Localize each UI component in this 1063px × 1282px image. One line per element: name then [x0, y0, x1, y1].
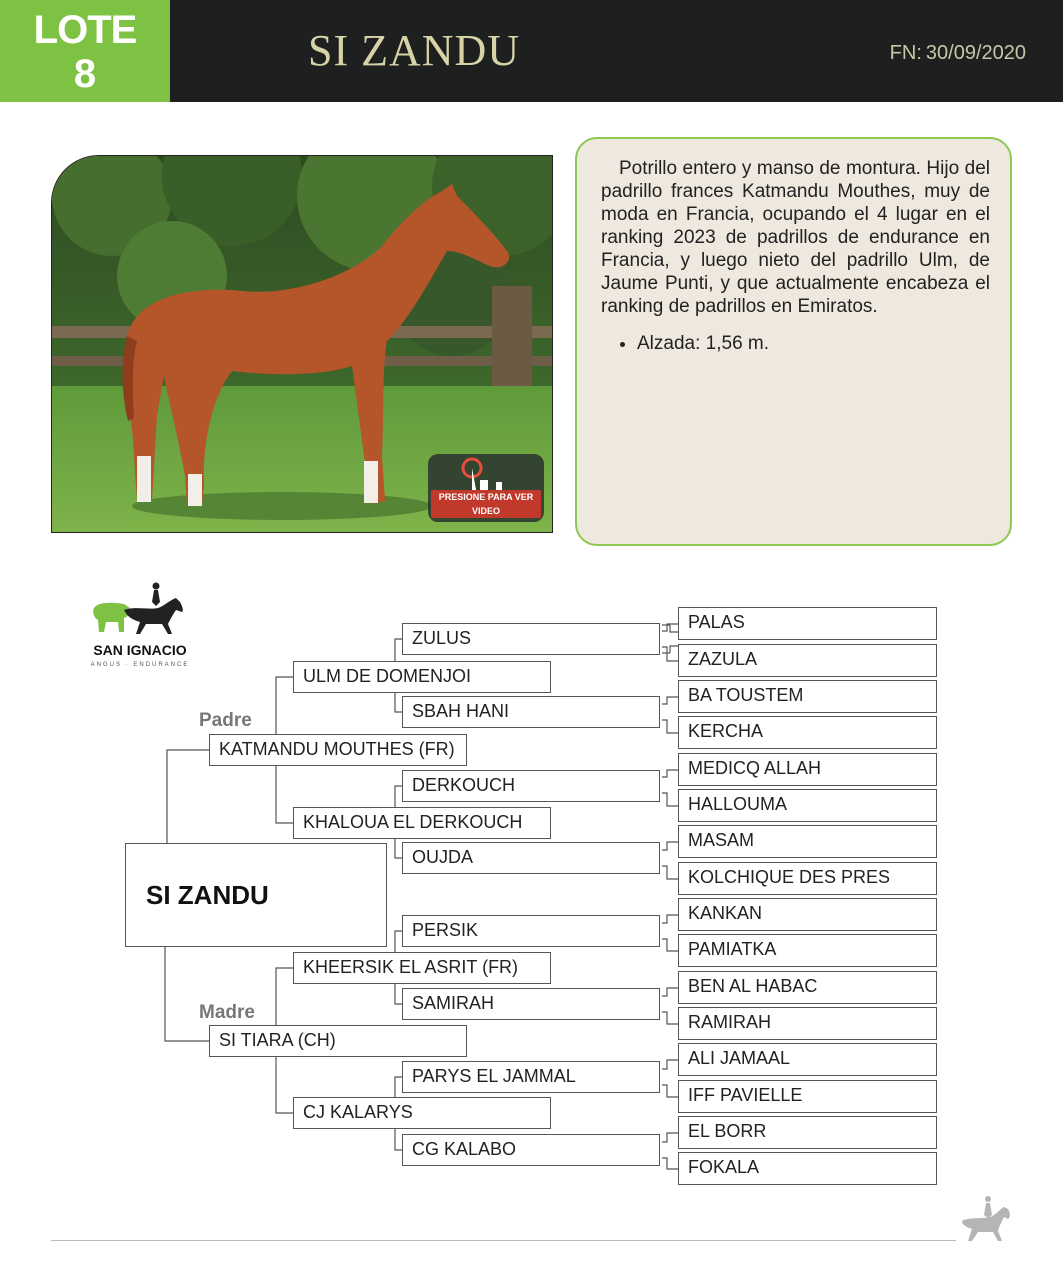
ggp-brackets	[662, 624, 679, 1169]
lote-label: LOTE	[33, 8, 137, 52]
ggg-parent-box: PAMIATKA	[678, 934, 937, 967]
fn-label: FN:	[889, 42, 922, 64]
grandparent-box: CJ KALARYS	[293, 1097, 551, 1129]
logo-subtitle: ANGUS · ENDURANCE	[90, 662, 190, 668]
great-grandparent-box: ZULUS	[402, 623, 660, 655]
ggg-parent-box: HALLOUMA	[678, 789, 937, 822]
great-grandparent-box: SBAH HANI	[402, 696, 660, 728]
great-grandparent-box: PARYS EL JAMMAL	[402, 1061, 660, 1093]
sire-box: KATMANDU MOUTHES (FR)	[209, 734, 467, 766]
ggg-parent-box: PALAS	[678, 607, 937, 640]
padre-label: Padre	[199, 710, 252, 731]
horse-rider-icon	[958, 1195, 1014, 1243]
ggg-parent-box: FOKALA	[678, 1152, 937, 1185]
fn-date: 30/09/2020	[925, 42, 1026, 64]
grandparent-box: ULM DE DOMENJOI	[293, 661, 551, 693]
video-button-label: PRESIONE PARA VER VIDEO	[431, 490, 541, 518]
dam-box: SI TIARA (CH)	[209, 1025, 467, 1057]
great-grandparent-box: PERSIK	[402, 915, 660, 947]
pedigree-subject: SI ZANDU	[125, 843, 387, 947]
ggg-parent-box: RAMIRAH	[678, 1007, 937, 1040]
ggg-parent-box: ALI JAMAAL	[678, 1043, 937, 1076]
ggg-parent-box: MASAM	[678, 825, 937, 858]
ggg-parent-box: KANKAN	[678, 898, 937, 931]
bullet-item: • Alzada: 1,56 m.	[637, 332, 990, 355]
great-grandparent-box: DERKOUCH	[402, 770, 660, 802]
great-grandparent-box: CG KALABO	[402, 1134, 660, 1166]
footer-divider	[51, 1240, 956, 1241]
great-grandparent-box: OUJDA	[402, 842, 660, 874]
lote-number: 8	[73, 52, 97, 96]
logo-name: SAN IGNACIO	[93, 642, 187, 658]
grandparent-box: KHALOUA EL DERKOUCH	[293, 807, 551, 839]
ggg-parent-box: BEN AL HABAC	[678, 971, 937, 1004]
horse-name-title: SI ZANDU	[308, 26, 521, 75]
great-grandparent-box: SAMIRAH	[402, 988, 660, 1020]
ggg-parent-box: BA TOUSTEM	[678, 680, 937, 713]
ggg-parent-box: MEDICQ ALLAH	[678, 753, 937, 786]
description-text: Potrillo entero y manso de montura. Hijo del padrillo frances Katmandu Mouthes, muy de moda en Francia, ocupando el 4 lugar en el ranking 2023 de padrillos de endurance en Francia, y luego nieto del padrillo Ulm, de Jaume Punti, y que actualmente encabeza el ranking de padrillos en Emiratos.	[601, 158, 990, 317]
ggg-parent-box: KERCHA	[678, 716, 937, 749]
ggg-parent-box: EL BORR	[678, 1116, 937, 1149]
ggg-parent-box: IFF PAVIELLE	[678, 1080, 937, 1113]
grandparent-box: KHEERSIK EL ASRIT (FR)	[293, 952, 551, 984]
ggg-parent-box: ZAZULA	[678, 644, 937, 677]
madre-label: Madre	[199, 1002, 255, 1023]
ggg-parent-box: KOLCHIQUE DES PRES	[678, 862, 937, 895]
